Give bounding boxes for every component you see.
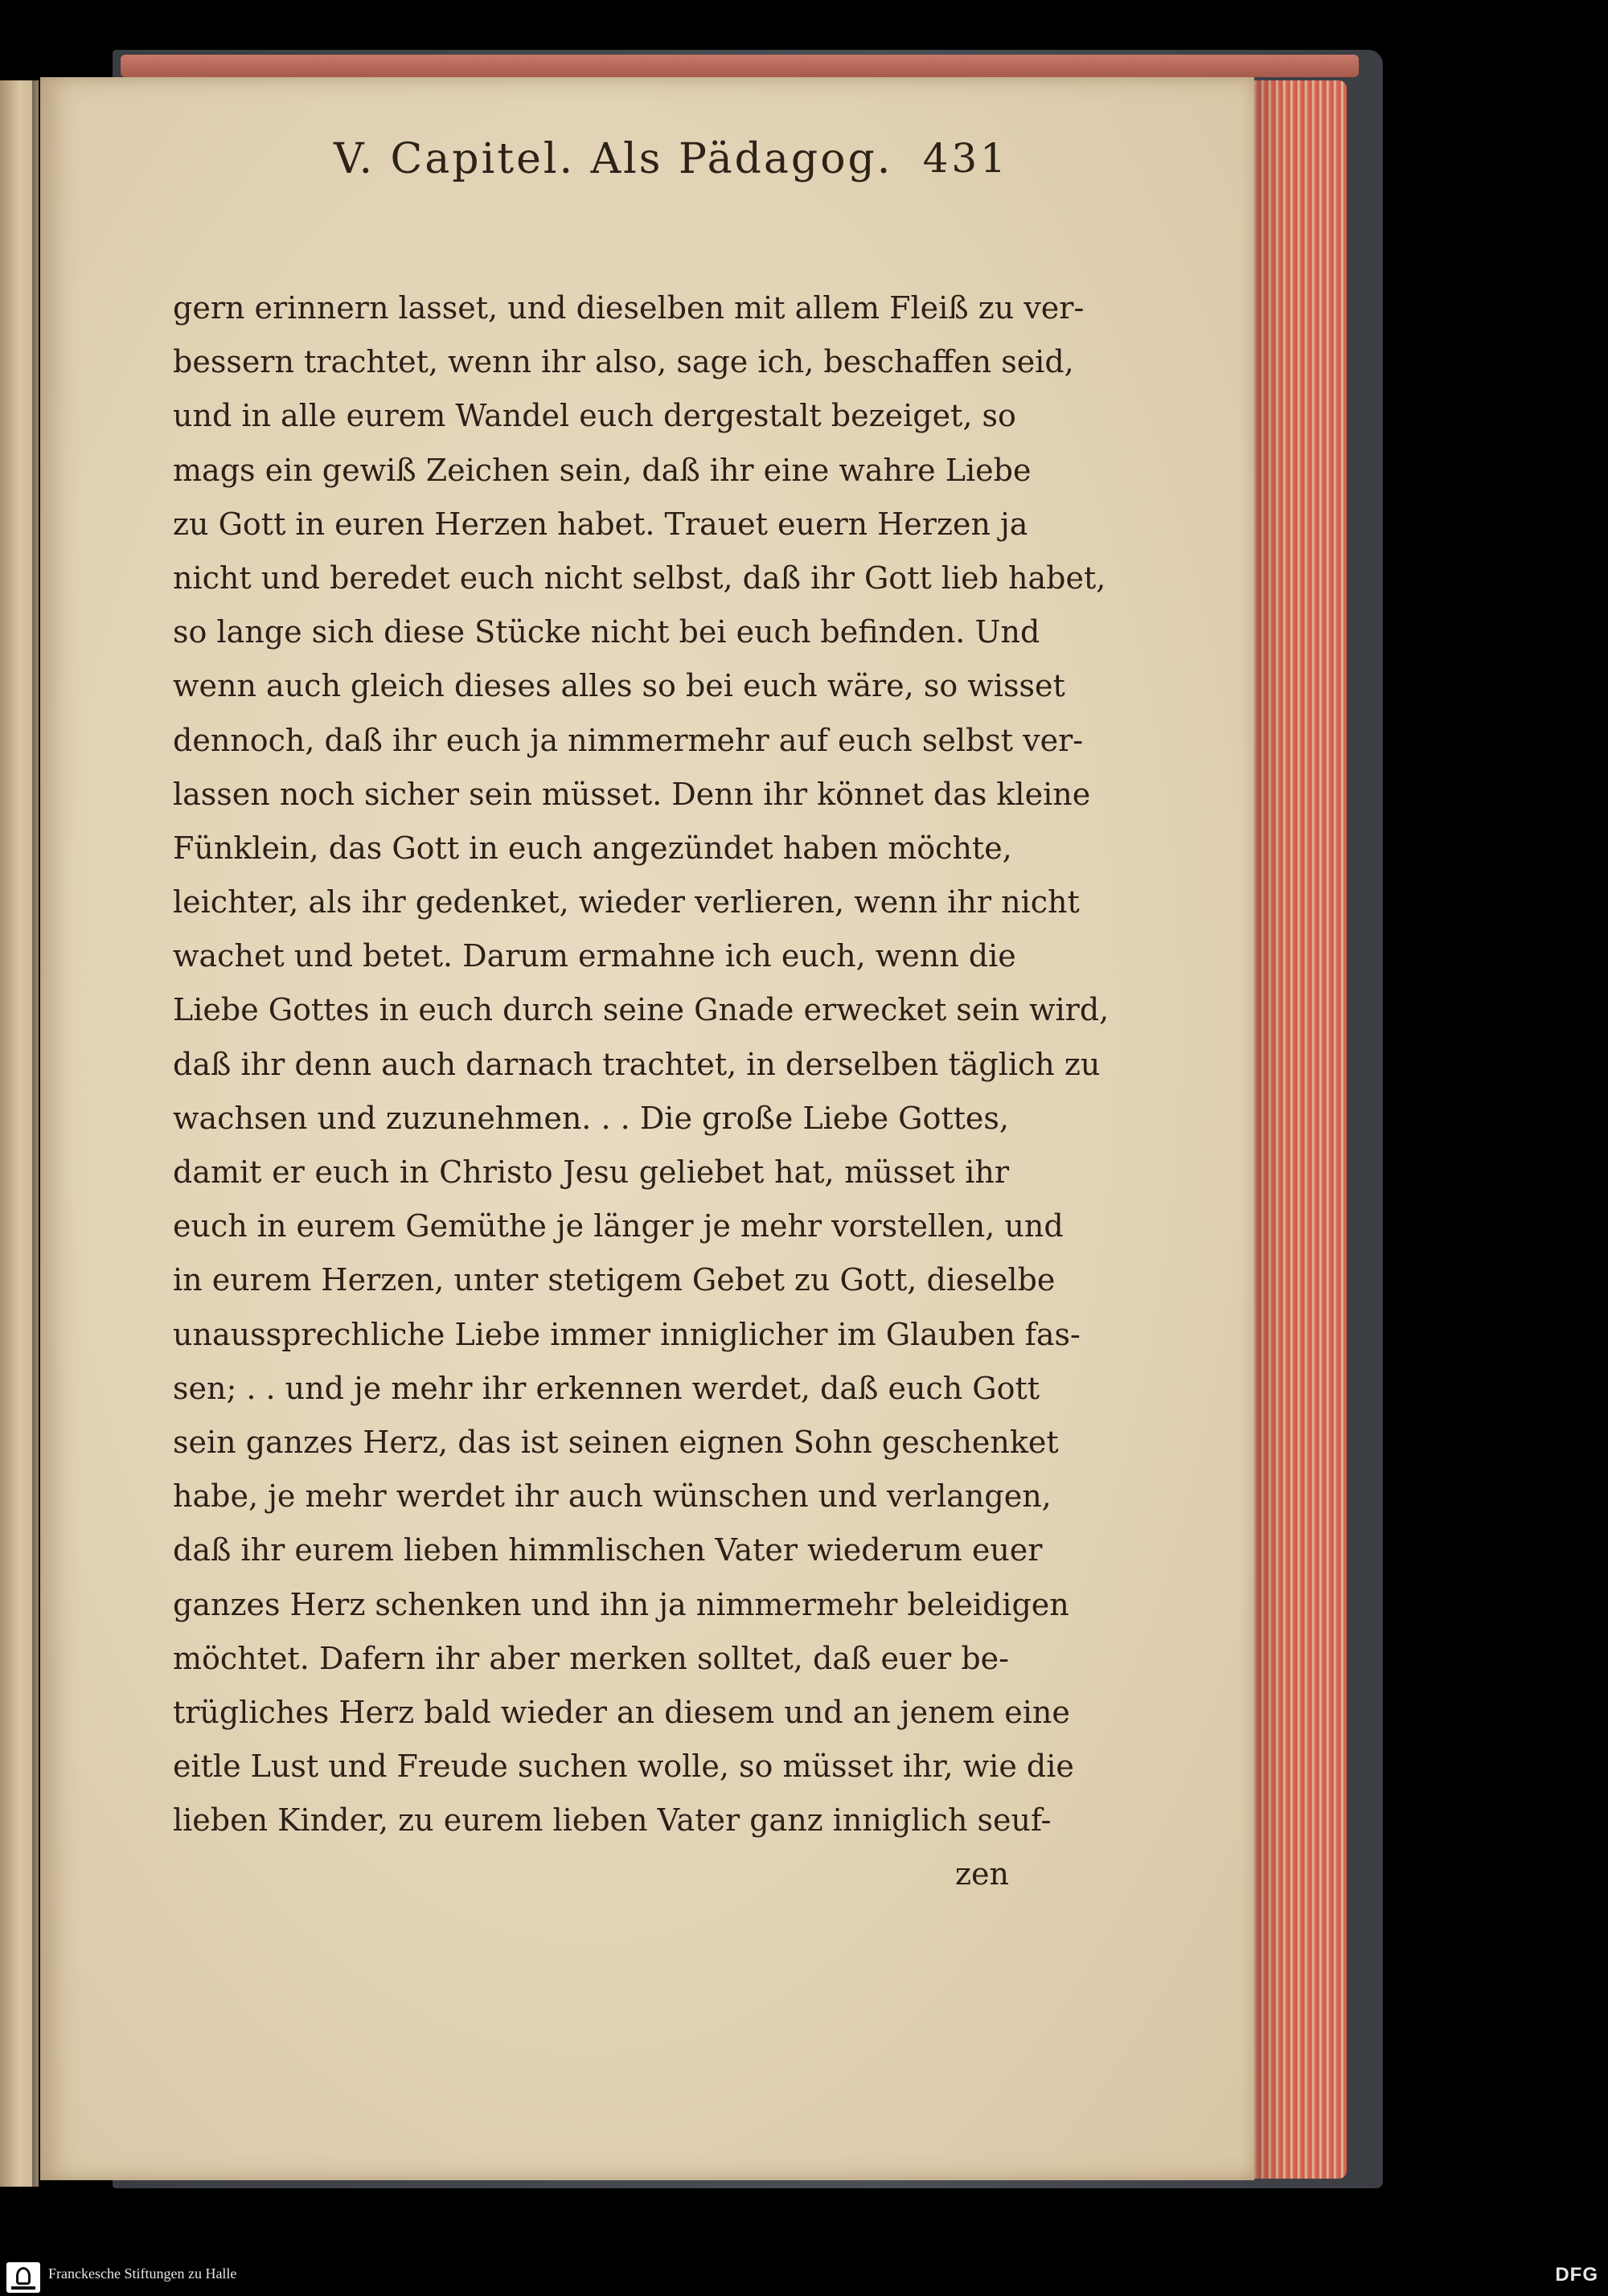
text-line: unaussprechliche Liebe immer inniglicher im Glauben fas- <box>173 1316 1081 1352</box>
text-line: wachsen und zuzunehmen. . . Die große Liebe Gottes, <box>173 1100 1009 1136</box>
text-line: nicht und beredet euch nicht selbst, daß ihr Gott lieb habet, <box>173 560 1106 596</box>
text-line: lieben Kinder, zu eurem lieben Vater ganz inniglich seuf- <box>173 1802 1052 1839</box>
page-number: 431 <box>922 135 1009 182</box>
text-line: daß ihr eurem lieben himmlischen Vater wiederum euer <box>173 1532 1043 1568</box>
text-line: ganzes Herz schenken und ihn ja nimmermehr beleidigen <box>173 1586 1069 1622</box>
text-line: bessern trachtet, wenn ihr also, sage ich, beschaffen seid, <box>173 344 1074 380</box>
cover-top-edge <box>121 55 1359 77</box>
text-line: wachet und betet. Darum ermahne ich euch, wenn die <box>173 938 1016 974</box>
text-line: so lange sich diese Stücke nicht bei euch befinden. Und <box>173 614 1040 650</box>
text-line: sen; . . und je mehr ihr erkennen werdet, daß euch Gott <box>173 1370 1040 1406</box>
catchword: zen <box>955 1856 1009 1892</box>
text-line: eitle Lust und Freude suchen wolle, so müsset ihr, wie die <box>173 1749 1074 1785</box>
text-line: in eurem Herzen, unter stetigem Gebet zu Gott, dieselbe <box>173 1262 1056 1298</box>
text-line: trügliches Herz bald wieder an diesem und an jenem eine <box>173 1694 1070 1730</box>
text-line: mags ein gewiß Zeichen sein, daß ihr eine wahre Liebe <box>173 452 1032 488</box>
text-line: Liebe Gottes in euch durch seine Gnade erwecket sein wird, <box>173 992 1110 1028</box>
text-line: möchtet. Dafern ihr aber merken solltet, daß euer be- <box>173 1640 1009 1676</box>
text-line: zu Gott in euren Herzen habet. Trauet euern Herzen ja <box>173 506 1028 542</box>
running-header <box>173 113 1009 209</box>
text-line: wenn auch gleich dieses alles so bei euch wäre, so wisset <box>173 668 1065 704</box>
text-line: sein ganzes Herz, das ist seinen eignen Sohn geschenket <box>173 1424 1059 1460</box>
text-line: und in alle eurem Wandel euch dergestalt bezeiget, so <box>173 398 1016 434</box>
text-line: dennoch, daß ihr euch ja nimmermehr auf euch selbst ver- <box>173 722 1084 758</box>
page-edges-shade <box>1250 80 1282 2179</box>
text-line: gern erinnern lasset, und dieselben mit allem Fleiß zu ver- <box>173 290 1085 326</box>
body-text <box>173 281 1110 1902</box>
text-line: Fünklein, das Gott in euch angezündet haben möchte, <box>173 830 1012 866</box>
institution-name: Franckesche Stiftungen zu Halle <box>48 2265 237 2282</box>
text-line: damit er euch in Christo Jesu geliebet hat, müsset ihr <box>173 1154 1009 1190</box>
footer-bar <box>0 2257 1608 2296</box>
running-title: V. Capitel. Als Pädagog. <box>334 135 893 183</box>
text-line: lassen noch sicher sein müsset. Denn ihr könnet das kleine <box>173 776 1091 812</box>
institution-logo-icon <box>6 2262 40 2293</box>
funder-logo: DFG <box>1555 2264 1598 2286</box>
text-line: daß ihr denn auch darnach trachtet, in derselben täglich zu <box>173 1046 1101 1082</box>
text-line: leichter, als ihr gedenket, wieder verlieren, wenn ihr nicht <box>173 884 1080 920</box>
text-line: euch in eurem Gemüthe je länger je mehr vorstellen, und <box>173 1208 1064 1244</box>
text-line: habe, je mehr werdet ihr auch wünschen und verlangen, <box>173 1478 1052 1515</box>
